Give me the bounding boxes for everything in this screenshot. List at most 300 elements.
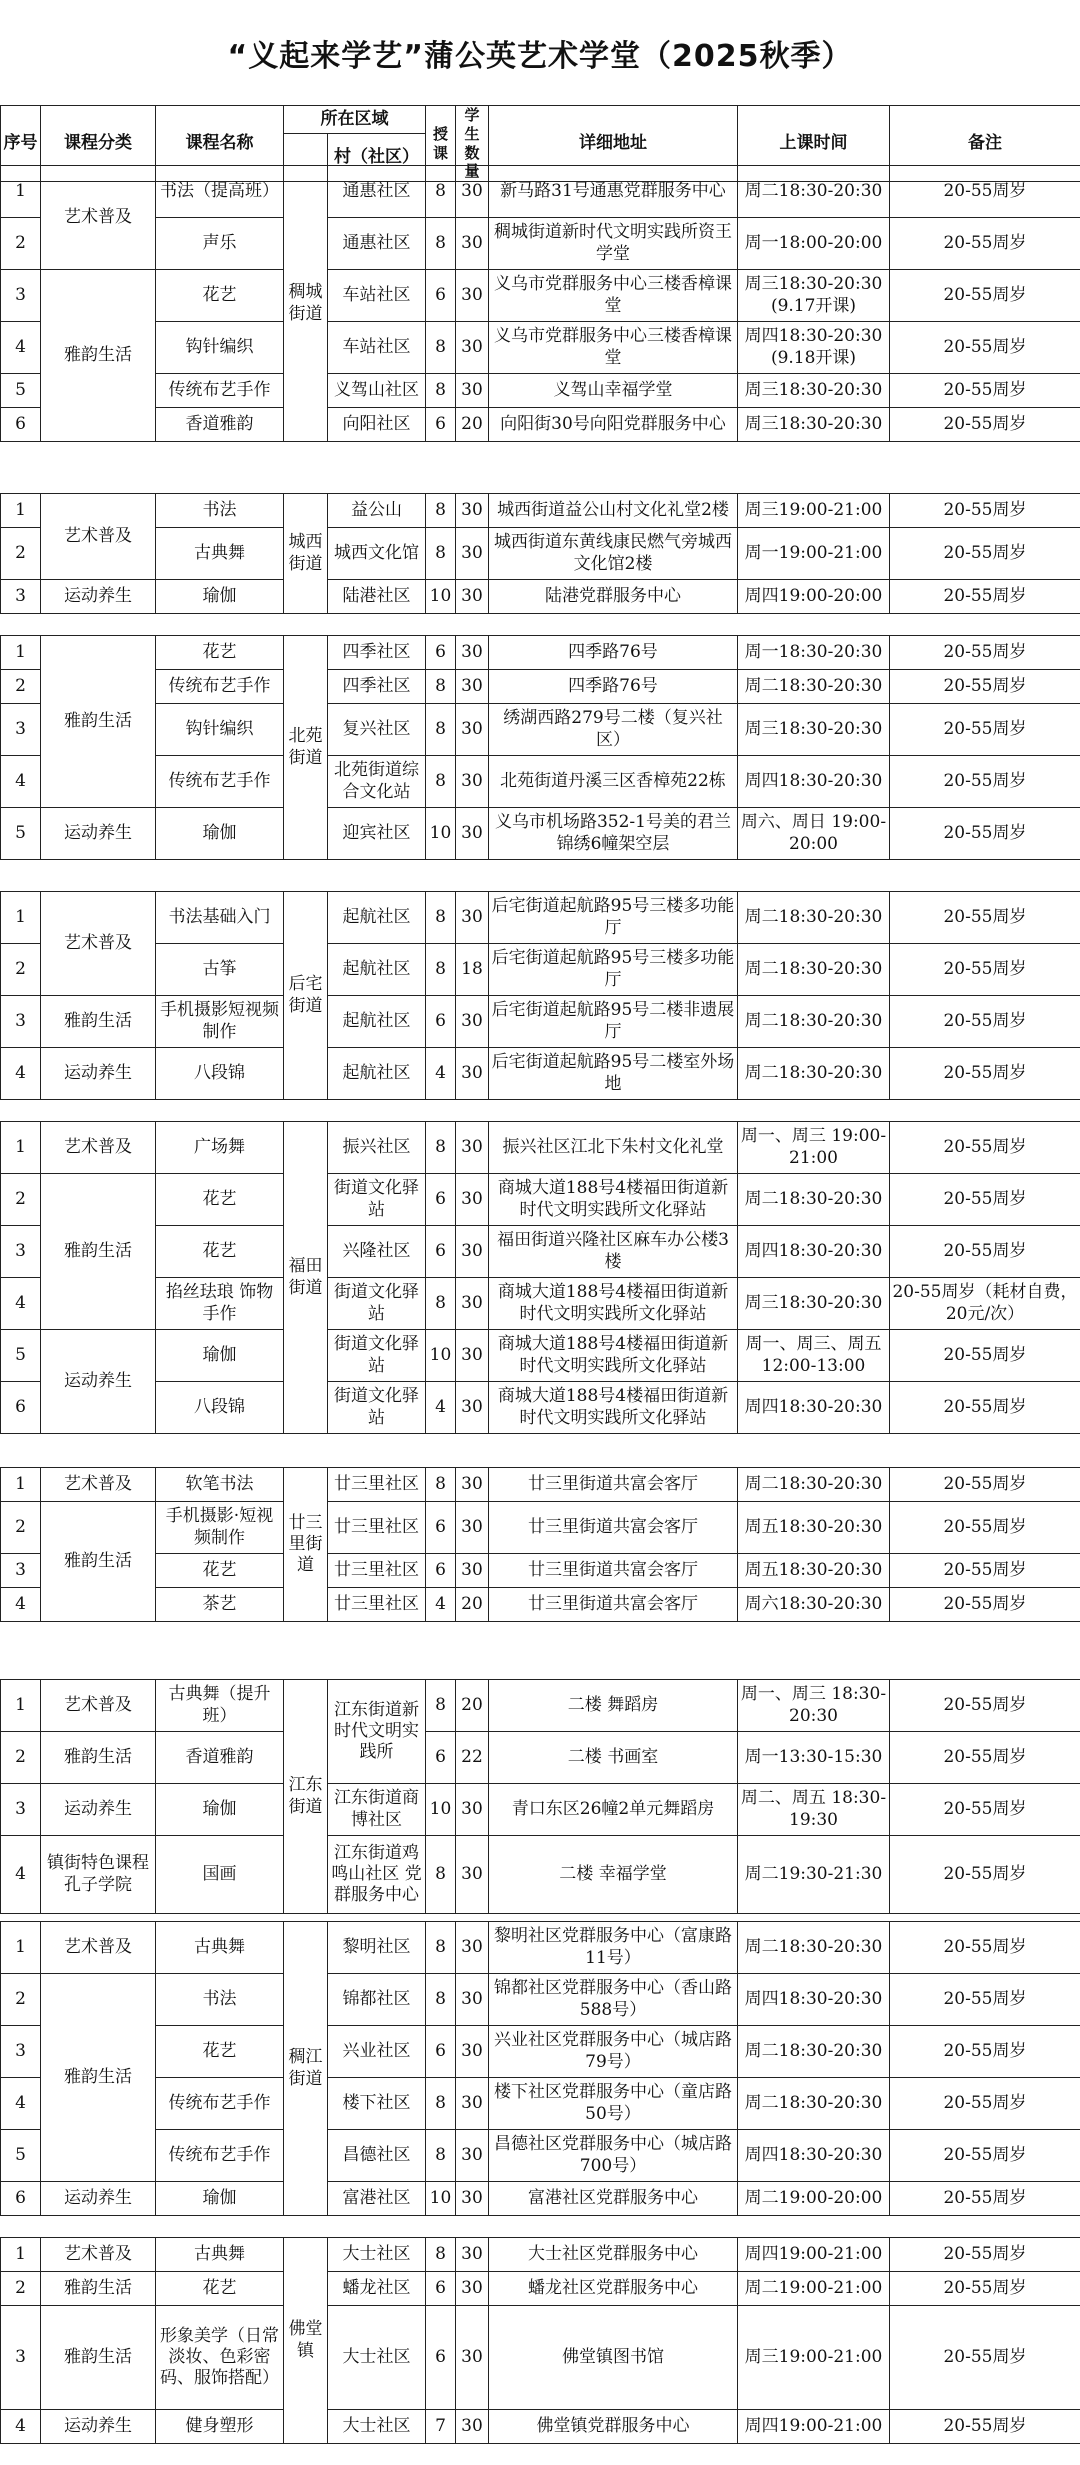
note-cell: 20-55周岁 — [890, 704, 1080, 756]
table-row — [1, 944, 1080, 996]
course-name-cell: 传统布艺手作 — [156, 2130, 284, 2182]
time-cell: 周六、周日 19:00-20:00 — [738, 808, 890, 860]
course-name-cell: 古典舞（提升班） — [156, 1680, 284, 1732]
table-row — [1, 636, 1080, 670]
address-cell: 楼下社区党群服务中心（童店路50号） — [489, 2078, 738, 2130]
village-cell: 车站社区 — [328, 270, 426, 322]
street-cell: 佛堂镇 — [284, 2238, 328, 2444]
hours-cell: 6 — [426, 996, 456, 1048]
seq-cell: 1 — [1, 636, 41, 670]
table-row — [1, 2306, 1080, 2410]
note-cell: 20-55周岁 — [890, 670, 1080, 704]
street-cell: 城西街道 — [284, 494, 328, 614]
time-cell: 周三19:00-21:00 — [738, 2306, 890, 2410]
village-cell: 锦都社区 — [328, 1974, 426, 2026]
address-cell: 四季路76号 — [489, 670, 738, 704]
time-cell: 周一、周三 18:30-20:30 — [738, 1680, 890, 1732]
seq-cell: 6 — [1, 2182, 41, 2216]
table-row — [1, 1226, 1080, 1278]
address-cell: 后宅街道起航路95号二楼室外场地 — [489, 1048, 738, 1100]
time-cell: 周二18:30-20:30 — [738, 1922, 890, 1974]
address-cell: 佛堂镇图书馆 — [489, 2306, 738, 2410]
course-name-cell: 声乐 — [156, 218, 284, 270]
students-cell: 30 — [456, 1330, 489, 1382]
time-cell: 周六18:30-20:30 — [738, 1588, 890, 1622]
table-row — [1, 408, 1080, 442]
note-cell: 20-55周岁 — [890, 1836, 1080, 1914]
hours-cell: 4 — [426, 1048, 456, 1100]
course-name-cell: 花艺 — [156, 1174, 284, 1226]
time-cell: 周一、周三、周五 12:00-13:00 — [738, 1330, 890, 1382]
time-cell: 周一19:00-21:00 — [738, 528, 890, 580]
village-cell: 富港社区 — [328, 2182, 426, 2216]
section-3 — [0, 891, 1080, 1100]
village-cell: 黎明社区 — [328, 1922, 426, 1974]
seq-cell: 4 — [1, 2078, 41, 2130]
students-cell: 22 — [456, 1732, 489, 1784]
village-cell: 街道文化驿站 — [328, 1278, 426, 1330]
time-cell: 周四18:30-20:30 (9.18开课) — [738, 322, 890, 374]
table-row — [1, 494, 1080, 528]
hours-cell: 4 — [426, 1588, 456, 1622]
hours-cell: 8 — [426, 2130, 456, 2182]
students-cell: 30 — [456, 1122, 489, 1174]
note-cell: 20-55周岁 — [890, 2306, 1080, 2410]
hours-cell: 8 — [426, 322, 456, 374]
seq-cell: 2 — [1, 670, 41, 704]
course-name-cell: 茶艺 — [156, 1588, 284, 1622]
address-cell: 义乌市党群服务中心三楼香樟课堂 — [489, 270, 738, 322]
address-cell: 新马路31号通惠党群服务中心 — [489, 166, 738, 218]
students-cell: 30 — [456, 996, 489, 1048]
table-row — [1, 1588, 1080, 1622]
village-cell: 车站社区 — [328, 322, 426, 374]
time-cell: 周三18:30-20:30 — [738, 408, 890, 442]
seq-cell: 1 — [1, 494, 41, 528]
students-cell: 30 — [456, 166, 489, 218]
hours-cell: 8 — [426, 374, 456, 408]
students-cell: 18 — [456, 944, 489, 996]
category-cell: 雅韵生活 — [41, 636, 156, 808]
course-name-cell: 瑜伽 — [156, 808, 284, 860]
address-cell: 商城大道188号4楼福田街道新时代文明实践所文化驿站 — [489, 1330, 738, 1382]
category-cell: 运动养生 — [41, 1784, 156, 1836]
seq-cell: 3 — [1, 1226, 41, 1278]
village-cell: 江东街道鸡鸣山社区 党群服务中心 — [328, 1836, 426, 1914]
address-cell: 廿三里街道共富会客厅 — [489, 1554, 738, 1588]
village-cell: 街道文化驿站 — [328, 1174, 426, 1226]
seq-cell: 2 — [1, 528, 41, 580]
note-cell: 20-55周岁 — [890, 2410, 1080, 2444]
address-cell: 锦都社区党群服务中心（香山路588号） — [489, 1974, 738, 2026]
header-course: 课程名称 — [156, 106, 284, 182]
village-cell: 廿三里社区 — [328, 1468, 426, 1502]
hours-cell: 8 — [426, 756, 456, 808]
note-cell: 20-55周岁 — [890, 2238, 1080, 2272]
hours-cell: 8 — [426, 528, 456, 580]
seq-cell: 6 — [1, 1382, 41, 1434]
course-name-cell: 花艺 — [156, 636, 284, 670]
village-cell: 益公山 — [328, 494, 426, 528]
seq-cell: 5 — [1, 1330, 41, 1382]
table-row — [1, 166, 1080, 218]
students-cell: 30 — [456, 1278, 489, 1330]
table-row — [1, 322, 1080, 374]
street-cell: 后宅街道 — [284, 892, 328, 1100]
header-students: 学生数量 — [456, 106, 489, 182]
seq-cell: 4 — [1, 322, 41, 374]
address-cell: 佛堂镇党群服务中心 — [489, 2410, 738, 2444]
address-cell: 北苑街道丹溪三区香樟苑22栋 — [489, 756, 738, 808]
course-name-cell: 花艺 — [156, 2272, 284, 2306]
time-cell: 周二18:30-20:30 — [738, 996, 890, 1048]
students-cell: 30 — [456, 374, 489, 408]
note-cell: 20-55周岁 — [890, 270, 1080, 322]
village-cell: 通惠社区 — [328, 166, 426, 218]
time-cell: 周四19:00-21:00 — [738, 2238, 890, 2272]
students-cell: 30 — [456, 1554, 489, 1588]
village-cell: 廿三里社区 — [328, 1554, 426, 1588]
village-cell: 大士社区 — [328, 2238, 426, 2272]
note-cell: 20-55周岁 — [890, 1588, 1080, 1622]
students-cell: 30 — [456, 2130, 489, 2182]
village-cell: 街道文化驿站 — [328, 1330, 426, 1382]
time-cell: 周四18:30-20:30 — [738, 1974, 890, 2026]
time-cell: 周二19:30-21:30 — [738, 1836, 890, 1914]
header-category: 课程分类 — [41, 106, 156, 182]
note-cell: 20-55周岁 — [890, 944, 1080, 996]
course-name-cell: 传统布艺手作 — [156, 2078, 284, 2130]
address-cell: 二楼 舞蹈房 — [489, 1680, 738, 1732]
note-cell: 20-55周岁（耗材自费，20元/次） — [890, 1278, 1080, 1330]
hours-cell: 8 — [426, 892, 456, 944]
table-row — [1, 1382, 1080, 1434]
category-cell: 艺术普及 — [41, 1468, 156, 1502]
note-cell: 20-55周岁 — [890, 808, 1080, 860]
note-cell: 20-55周岁 — [890, 1174, 1080, 1226]
note-cell: 20-55周岁 — [890, 528, 1080, 580]
village-cell: 陆港社区 — [328, 580, 426, 614]
table-row — [1, 1974, 1080, 2026]
address-cell: 商城大道188号4楼福田街道新时代文明实践所文化驿站 — [489, 1382, 738, 1434]
address-cell: 后宅街道起航路95号三楼多功能厅 — [489, 944, 738, 996]
village-cell: 四季社区 — [328, 670, 426, 704]
seq-cell: 2 — [1, 1974, 41, 2026]
seq-cell: 5 — [1, 808, 41, 860]
course-name-cell: 书法 — [156, 494, 284, 528]
time-cell: 周三18:30-20:30 — [738, 704, 890, 756]
students-cell: 30 — [456, 1226, 489, 1278]
time-cell: 周五18:30-20:30 — [738, 1554, 890, 1588]
note-cell: 20-55周岁 — [890, 494, 1080, 528]
seq-cell: 3 — [1, 996, 41, 1048]
table-row — [1, 2272, 1080, 2306]
hours-cell: 10 — [426, 1784, 456, 1836]
course-name-cell: 钩针编织 — [156, 704, 284, 756]
table-row — [1, 1502, 1080, 1554]
hours-cell: 6 — [426, 2026, 456, 2078]
header-note: 备注 — [890, 106, 1080, 182]
students-cell: 30 — [456, 1174, 489, 1226]
section-8 — [0, 2237, 1080, 2444]
table-row — [1, 1922, 1080, 1974]
seq-cell: 2 — [1, 218, 41, 270]
course-name-cell: 书法 — [156, 1974, 284, 2026]
course-name-cell: 软笔书法 — [156, 1468, 284, 1502]
address-cell: 绣湖西路279号二楼（复兴社区） — [489, 704, 738, 756]
students-cell: 30 — [456, 528, 489, 580]
students-cell: 30 — [456, 1836, 489, 1914]
seq-cell: 4 — [1, 756, 41, 808]
table-row — [1, 2130, 1080, 2182]
time-cell: 周二18:30-20:30 — [738, 1468, 890, 1502]
category-cell: 雅韵生活 — [41, 1174, 156, 1330]
seq-cell: 4 — [1, 1048, 41, 1100]
note-cell: 20-55周岁 — [890, 1732, 1080, 1784]
document-title: “义起来学艺”蒲公英艺术学堂（2025秋季） — [227, 38, 853, 74]
hours-cell: 8 — [426, 1974, 456, 2026]
village-cell: 大士社区 — [328, 2410, 426, 2444]
course-name-cell: 八段锦 — [156, 1048, 284, 1100]
category-cell: 艺术普及 — [41, 166, 156, 270]
category-cell: 镇街特色课程 孔子学院 — [41, 1836, 156, 1914]
time-cell: 周二18:30-20:30 — [738, 1174, 890, 1226]
time-cell: 周四19:00-21:00 — [738, 2410, 890, 2444]
village-cell: 廿三里社区 — [328, 1502, 426, 1554]
table-row — [1, 670, 1080, 704]
hours-cell: 10 — [426, 580, 456, 614]
note-cell: 20-55周岁 — [890, 322, 1080, 374]
hours-cell: 6 — [426, 1732, 456, 1784]
village-cell: 义驾山社区 — [328, 374, 426, 408]
course-name-cell: 花艺 — [156, 270, 284, 322]
address-cell: 廿三里街道共富会客厅 — [489, 1588, 738, 1622]
hours-cell: 6 — [426, 636, 456, 670]
hours-cell: 8 — [426, 1278, 456, 1330]
seq-cell: 3 — [1, 580, 41, 614]
header-time: 上课时间 — [738, 106, 890, 182]
course-name-cell: 古筝 — [156, 944, 284, 996]
section-1 — [0, 493, 1080, 614]
hours-cell: 6 — [426, 2306, 456, 2410]
table-row — [1, 2238, 1080, 2272]
students-cell: 30 — [456, 704, 489, 756]
header-seq: 序号 — [1, 106, 41, 182]
hours-cell: 10 — [426, 808, 456, 860]
address-cell: 义驾山幸福学堂 — [489, 374, 738, 408]
time-cell: 周二、周五 18:30-19:30 — [738, 1784, 890, 1836]
seq-cell: 1 — [1, 1468, 41, 1502]
village-cell: 城西文化馆 — [328, 528, 426, 580]
section-2 — [0, 635, 1080, 860]
hours-cell: 8 — [426, 944, 456, 996]
seq-cell: 3 — [1, 1554, 41, 1588]
table-row — [1, 1732, 1080, 1784]
students-cell: 30 — [456, 892, 489, 944]
section-0 — [0, 165, 1080, 442]
note-cell: 20-55周岁 — [890, 1554, 1080, 1588]
village-cell: 楼下社区 — [328, 2078, 426, 2130]
table-row — [1, 1278, 1080, 1330]
students-cell: 30 — [456, 808, 489, 860]
hours-cell: 6 — [426, 270, 456, 322]
hours-cell: 8 — [426, 2078, 456, 2130]
note-cell: 20-55周岁 — [890, 408, 1080, 442]
students-cell: 30 — [456, 2026, 489, 2078]
course-name-cell: 八段锦 — [156, 1382, 284, 1434]
hours-cell: 8 — [426, 218, 456, 270]
table-row — [1, 1468, 1080, 1502]
village-cell: 复兴社区 — [328, 704, 426, 756]
seq-cell: 2 — [1, 1732, 41, 1784]
category-cell: 艺术普及 — [41, 892, 156, 996]
table-row — [1, 2026, 1080, 2078]
students-cell: 30 — [456, 1468, 489, 1502]
note-cell: 20-55周岁 — [890, 580, 1080, 614]
address-cell: 青口东区26幢2单元舞蹈房 — [489, 1784, 738, 1836]
course-name-cell: 传统布艺手作 — [156, 374, 284, 408]
table-row — [1, 374, 1080, 408]
seq-cell: 3 — [1, 2026, 41, 2078]
address-cell: 二楼 书画室 — [489, 1732, 738, 1784]
village-cell: 大士社区 — [328, 2306, 426, 2410]
category-cell: 雅韵生活 — [41, 1502, 156, 1622]
hours-cell: 7 — [426, 2410, 456, 2444]
note-cell: 20-55周岁 — [890, 1122, 1080, 1174]
time-cell: 周四18:30-20:30 — [738, 2130, 890, 2182]
table-row — [1, 1680, 1080, 1732]
section-6 — [0, 1679, 1080, 1914]
seq-cell: 4 — [1, 2410, 41, 2444]
students-cell: 30 — [456, 580, 489, 614]
table-row — [1, 1174, 1080, 1226]
students-cell: 30 — [456, 2306, 489, 2410]
course-name-cell: 香道雅韵 — [156, 408, 284, 442]
course-name-cell: 古典舞 — [156, 2238, 284, 2272]
category-cell: 运动养生 — [41, 2182, 156, 2216]
village-cell: 江东街道商博社区 — [328, 1784, 426, 1836]
hours-cell: 6 — [426, 1554, 456, 1588]
table-row — [1, 218, 1080, 270]
time-cell: 周一18:00-20:00 — [738, 218, 890, 270]
address-cell: 振兴社区江北下朱村文化礼堂 — [489, 1122, 738, 1174]
hours-cell: 6 — [426, 1502, 456, 1554]
category-cell: 运动养生 — [41, 1330, 156, 1434]
category-cell: 雅韵生活 — [41, 996, 156, 1048]
table-row — [1, 2182, 1080, 2216]
course-name-cell: 掐丝珐琅 饰物手作 — [156, 1278, 284, 1330]
category-cell: 艺术普及 — [41, 1680, 156, 1732]
table-row — [1, 704, 1080, 756]
category-cell: 艺术普及 — [41, 1122, 156, 1174]
hours-cell: 8 — [426, 704, 456, 756]
course-name-cell: 瑜伽 — [156, 2182, 284, 2216]
hours-cell: 8 — [426, 1468, 456, 1502]
students-cell: 30 — [456, 218, 489, 270]
note-cell: 20-55周岁 — [890, 218, 1080, 270]
seq-cell: 5 — [1, 374, 41, 408]
students-cell: 30 — [456, 2272, 489, 2306]
note-cell: 20-55周岁 — [890, 2272, 1080, 2306]
address-cell: 福田街道兴隆社区麻车办公楼3楼 — [489, 1226, 738, 1278]
course-name-cell: 瑜伽 — [156, 1330, 284, 1382]
seq-cell: 1 — [1, 166, 41, 218]
students-cell: 30 — [456, 2238, 489, 2272]
seq-cell: 3 — [1, 270, 41, 322]
seq-cell: 3 — [1, 1784, 41, 1836]
hours-cell: 8 — [426, 2238, 456, 2272]
note-cell: 20-55周岁 — [890, 374, 1080, 408]
course-name-cell: 形象美学（日常淡妆、色彩密码、服饰搭配） — [156, 2306, 284, 2410]
table-row — [1, 1330, 1080, 1382]
note-cell: 20-55周岁 — [890, 1784, 1080, 1836]
hours-cell: 8 — [426, 494, 456, 528]
village-cell: 振兴社区 — [328, 1122, 426, 1174]
time-cell: 周二18:30-20:30 — [738, 944, 890, 996]
course-name-cell: 书法基础入门 — [156, 892, 284, 944]
address-cell: 黎明社区党群服务中心（富康路11号） — [489, 1922, 738, 1974]
section-5 — [0, 1467, 1080, 1622]
course-name-cell: 瑜伽 — [156, 1784, 284, 1836]
note-cell: 20-55周岁 — [890, 1680, 1080, 1732]
village-cell: 江东街道新时代文明实践所 — [328, 1680, 426, 1784]
time-cell: 周二18:30-20:30 — [738, 892, 890, 944]
hours-cell: 6 — [426, 1226, 456, 1278]
address-cell: 二楼 幸福学堂 — [489, 1836, 738, 1914]
seq-cell: 1 — [1, 1922, 41, 1974]
table-row — [1, 892, 1080, 944]
table-row — [1, 1784, 1080, 1836]
hours-cell: 6 — [426, 1174, 456, 1226]
header-area: 所在区域 — [284, 106, 426, 134]
seq-cell: 2 — [1, 944, 41, 996]
time-cell: 周二18:30-20:30 — [738, 2026, 890, 2078]
address-cell: 大士社区党群服务中心 — [489, 2238, 738, 2272]
address-cell: 陆港党群服务中心 — [489, 580, 738, 614]
village-cell: 起航社区 — [328, 944, 426, 996]
village-cell: 向阳社区 — [328, 408, 426, 442]
hours-cell: 8 — [426, 670, 456, 704]
table-row — [1, 808, 1080, 860]
hours-cell: 8 — [426, 1122, 456, 1174]
time-cell: 周四18:30-20:30 — [738, 756, 890, 808]
address-cell: 义乌市党群服务中心三楼香樟课堂 — [489, 322, 738, 374]
course-name-cell: 古典舞 — [156, 528, 284, 580]
address-cell: 四季路76号 — [489, 636, 738, 670]
time-cell: 周三18:30-20:30 (9.17开课) — [738, 270, 890, 322]
category-cell: 艺术普及 — [41, 494, 156, 580]
note-cell: 20-55周岁 — [890, 2130, 1080, 2182]
note-cell: 20-55周岁 — [890, 2078, 1080, 2130]
time-cell: 周二18:30-20:30 — [738, 2078, 890, 2130]
seq-cell: 2 — [1, 1502, 41, 1554]
hours-cell: 6 — [426, 408, 456, 442]
students-cell: 30 — [456, 2410, 489, 2444]
village-cell: 廿三里社区 — [328, 1588, 426, 1622]
note-cell: 20-55周岁 — [890, 1922, 1080, 1974]
time-cell: 周二19:00-21:00 — [738, 2272, 890, 2306]
course-name-cell: 书法（提高班） — [156, 166, 284, 218]
street-cell: 稠江街道 — [284, 1922, 328, 2216]
students-cell: 20 — [456, 1680, 489, 1732]
course-name-cell: 瑜伽 — [156, 580, 284, 614]
note-cell: 20-55周岁 — [890, 756, 1080, 808]
students-cell: 30 — [456, 2182, 489, 2216]
header-address: 详细地址 — [489, 106, 738, 182]
note-cell: 20-55周岁 — [890, 1468, 1080, 1502]
course-name-cell: 花艺 — [156, 2026, 284, 2078]
seq-cell: 1 — [1, 2238, 41, 2272]
